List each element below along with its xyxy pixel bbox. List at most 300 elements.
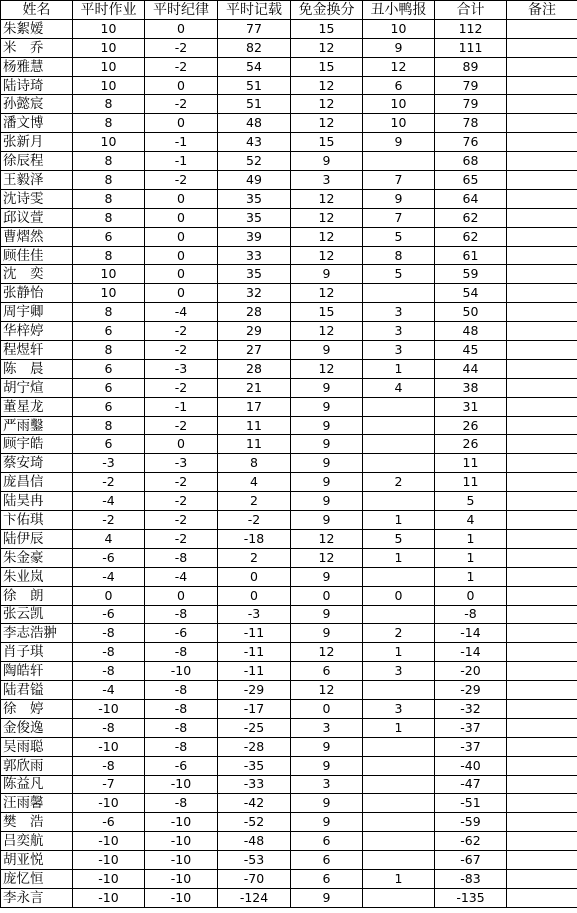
cell-duckling: 10	[363, 19, 435, 38]
cell-total: 44	[435, 359, 507, 378]
cell-total: -40	[435, 756, 507, 775]
cell-remarks	[507, 416, 577, 435]
cell-record: -42	[218, 794, 291, 813]
cell-homework: -6	[73, 548, 145, 567]
cell-discipline: -8	[145, 718, 218, 737]
cell-duckling: 5	[363, 529, 435, 548]
cell-duckling	[363, 888, 435, 907]
cell-record: 2	[218, 492, 291, 511]
table-row	[1, 756, 577, 775]
cell-exchange: 15	[291, 57, 363, 76]
cell-discipline: -8	[145, 681, 218, 700]
cell-total: 26	[435, 435, 507, 454]
table-row	[1, 95, 577, 114]
cell-name: 郭欣雨	[1, 756, 73, 775]
cell-discipline: -2	[145, 511, 218, 530]
cell-name: 陆诗琦	[1, 76, 73, 95]
table-row	[1, 171, 577, 190]
cell-exchange: 12	[291, 529, 363, 548]
cell-total: 62	[435, 208, 507, 227]
cell-record: -3	[218, 605, 291, 624]
cell-exchange: 9	[291, 435, 363, 454]
cell-duckling	[363, 605, 435, 624]
cell-discipline: 0	[145, 114, 218, 133]
cell-name: 朱业岚	[1, 567, 73, 586]
cell-record: -25	[218, 718, 291, 737]
cell-remarks	[507, 775, 577, 794]
cell-exchange: 3	[291, 171, 363, 190]
table-row	[1, 832, 577, 851]
cell-name: 胡宁煊	[1, 378, 73, 397]
cell-duckling: 1	[363, 869, 435, 888]
cell-exchange: 9	[291, 888, 363, 907]
cell-homework: -8	[73, 718, 145, 737]
cell-discipline: -3	[145, 359, 218, 378]
table-row	[1, 114, 577, 133]
cell-total: 65	[435, 171, 507, 190]
cell-homework: 6	[73, 397, 145, 416]
cell-duckling: 6	[363, 76, 435, 95]
cell-discipline: -2	[145, 171, 218, 190]
cell-homework: 10	[73, 38, 145, 57]
cell-total: 38	[435, 378, 507, 397]
cell-total: 1	[435, 529, 507, 548]
cell-record: 39	[218, 227, 291, 246]
cell-homework: 6	[73, 435, 145, 454]
cell-total: 89	[435, 57, 507, 76]
cell-duckling: 4	[363, 378, 435, 397]
cell-total: 112	[435, 19, 507, 38]
cell-record: -53	[218, 851, 291, 870]
cell-record: 29	[218, 322, 291, 341]
cell-homework: -8	[73, 643, 145, 662]
cell-remarks	[507, 511, 577, 530]
table-row	[1, 492, 577, 511]
table-row	[1, 341, 577, 360]
cell-record: -29	[218, 681, 291, 700]
cell-homework: 8	[73, 189, 145, 208]
cell-exchange: 9	[291, 756, 363, 775]
table-body	[1, 19, 577, 907]
cell-discipline: -10	[145, 813, 218, 832]
cell-homework: 8	[73, 303, 145, 322]
cell-duckling	[363, 397, 435, 416]
cell-exchange: 3	[291, 718, 363, 737]
cell-discipline: -10	[145, 851, 218, 870]
table-row	[1, 662, 577, 681]
cell-homework: -10	[73, 869, 145, 888]
cell-total: -51	[435, 794, 507, 813]
cell-homework: 10	[73, 133, 145, 152]
cell-total: 59	[435, 265, 507, 284]
cell-remarks	[507, 227, 577, 246]
table-row	[1, 208, 577, 227]
cell-total: 4	[435, 511, 507, 530]
cell-total: 5	[435, 492, 507, 511]
table-row	[1, 397, 577, 416]
cell-remarks	[507, 19, 577, 38]
cell-discipline: -8	[145, 643, 218, 662]
cell-homework: 8	[73, 95, 145, 114]
header-total: 合计	[435, 1, 507, 20]
cell-discipline: -3	[145, 454, 218, 473]
cell-exchange: 6	[291, 832, 363, 851]
cell-name: 吕奕航	[1, 832, 73, 851]
cell-remarks	[507, 114, 577, 133]
cell-duckling: 3	[363, 303, 435, 322]
cell-discipline: -8	[145, 794, 218, 813]
table-row	[1, 189, 577, 208]
cell-discipline: -1	[145, 133, 218, 152]
cell-remarks	[507, 359, 577, 378]
header-duckling: 丑小鸭报	[363, 1, 435, 20]
cell-name: 董星龙	[1, 397, 73, 416]
cell-homework: 6	[73, 227, 145, 246]
cell-discipline: -10	[145, 888, 218, 907]
cell-remarks	[507, 265, 577, 284]
cell-homework: 8	[73, 208, 145, 227]
cell-name: 周宇卿	[1, 303, 73, 322]
cell-remarks	[507, 529, 577, 548]
cell-record: -11	[218, 662, 291, 681]
cell-total: 45	[435, 341, 507, 360]
table-row	[1, 851, 577, 870]
cell-exchange: 12	[291, 189, 363, 208]
table-row	[1, 529, 577, 548]
cell-record: 54	[218, 57, 291, 76]
cell-homework: 8	[73, 341, 145, 360]
header-discipline: 平时纪律	[145, 1, 218, 20]
cell-discipline: -6	[145, 624, 218, 643]
cell-discipline: 0	[145, 208, 218, 227]
cell-homework: 4	[73, 529, 145, 548]
cell-homework: -4	[73, 567, 145, 586]
cell-exchange: 12	[291, 38, 363, 57]
cell-exchange: 3	[291, 775, 363, 794]
cell-discipline: -1	[145, 397, 218, 416]
cell-record: -28	[218, 737, 291, 756]
cell-name: 陆君镒	[1, 681, 73, 700]
cell-total: -37	[435, 718, 507, 737]
cell-duckling	[363, 454, 435, 473]
cell-duckling: 2	[363, 473, 435, 492]
cell-homework: 8	[73, 114, 145, 133]
cell-duckling	[363, 794, 435, 813]
cell-exchange: 9	[291, 794, 363, 813]
cell-discipline: -8	[145, 548, 218, 567]
cell-record: 21	[218, 378, 291, 397]
cell-name: 张云凯	[1, 605, 73, 624]
cell-name: 华梓婷	[1, 322, 73, 341]
cell-discipline: -8	[145, 605, 218, 624]
table-row	[1, 284, 577, 303]
cell-name: 庞昌信	[1, 473, 73, 492]
cell-duckling	[363, 567, 435, 586]
cell-total: 1	[435, 567, 507, 586]
cell-remarks	[507, 737, 577, 756]
cell-homework: -2	[73, 511, 145, 530]
cell-total: -62	[435, 832, 507, 851]
cell-duckling	[363, 416, 435, 435]
cell-name: 顾佳佳	[1, 246, 73, 265]
cell-discipline: -2	[145, 322, 218, 341]
table-row	[1, 416, 577, 435]
cell-discipline: 0	[145, 246, 218, 265]
cell-exchange: 15	[291, 19, 363, 38]
table-row	[1, 303, 577, 322]
cell-name: 朱絮嫒	[1, 19, 73, 38]
cell-discipline: -2	[145, 473, 218, 492]
cell-duckling: 9	[363, 189, 435, 208]
cell-exchange: 9	[291, 605, 363, 624]
cell-homework: -6	[73, 813, 145, 832]
cell-remarks	[507, 152, 577, 171]
cell-total: -14	[435, 643, 507, 662]
cell-remarks	[507, 888, 577, 907]
cell-homework: -10	[73, 888, 145, 907]
cell-exchange: 9	[291, 624, 363, 643]
cell-duckling	[363, 435, 435, 454]
cell-record: -124	[218, 888, 291, 907]
cell-record: 17	[218, 397, 291, 416]
header-record: 平时记载	[218, 1, 291, 20]
cell-remarks	[507, 95, 577, 114]
cell-duckling: 1	[363, 359, 435, 378]
cell-duckling: 12	[363, 57, 435, 76]
cell-exchange: 12	[291, 322, 363, 341]
cell-record: 0	[218, 586, 291, 605]
cell-name: 张静怡	[1, 284, 73, 303]
cell-discipline: 0	[145, 435, 218, 454]
cell-remarks	[507, 246, 577, 265]
table-row	[1, 813, 577, 832]
table-row	[1, 624, 577, 643]
cell-total: 50	[435, 303, 507, 322]
table-row	[1, 548, 577, 567]
cell-name: 陈 晨	[1, 359, 73, 378]
cell-total: 54	[435, 284, 507, 303]
cell-record: 82	[218, 38, 291, 57]
cell-duckling: 1	[363, 643, 435, 662]
cell-exchange: 12	[291, 681, 363, 700]
table-row	[1, 567, 577, 586]
table-row	[1, 227, 577, 246]
table-row	[1, 76, 577, 95]
cell-remarks	[507, 548, 577, 567]
cell-record: 51	[218, 76, 291, 95]
cell-remarks	[507, 303, 577, 322]
table-row	[1, 435, 577, 454]
cell-total: 0	[435, 586, 507, 605]
header-remarks: 备注	[507, 1, 577, 20]
cell-name: 樊 浩	[1, 813, 73, 832]
cell-record: 27	[218, 341, 291, 360]
cell-name: 曹熠然	[1, 227, 73, 246]
cell-duckling: 1	[363, 548, 435, 567]
cell-total: -59	[435, 813, 507, 832]
cell-homework: -10	[73, 699, 145, 718]
table-row	[1, 718, 577, 737]
cell-total: 78	[435, 114, 507, 133]
cell-record: 2	[218, 548, 291, 567]
cell-total: 62	[435, 227, 507, 246]
cell-name: 李永言	[1, 888, 73, 907]
cell-homework: 10	[73, 19, 145, 38]
cell-homework: 10	[73, 284, 145, 303]
cell-exchange: 9	[291, 416, 363, 435]
cell-remarks	[507, 586, 577, 605]
cell-discipline: -10	[145, 832, 218, 851]
table-row	[1, 586, 577, 605]
cell-name: 卞佑琪	[1, 511, 73, 530]
cell-duckling: 3	[363, 322, 435, 341]
cell-total: -29	[435, 681, 507, 700]
cell-remarks	[507, 851, 577, 870]
cell-total: 11	[435, 454, 507, 473]
cell-total: 68	[435, 152, 507, 171]
cell-name: 陆昊冉	[1, 492, 73, 511]
cell-discipline: 0	[145, 76, 218, 95]
cell-discipline: -4	[145, 567, 218, 586]
cell-duckling: 3	[363, 341, 435, 360]
cell-name: 程煜轩	[1, 341, 73, 360]
cell-exchange: 12	[291, 95, 363, 114]
cell-homework: -10	[73, 794, 145, 813]
cell-name: 徐 婷	[1, 699, 73, 718]
cell-total: 79	[435, 95, 507, 114]
cell-exchange: 9	[291, 378, 363, 397]
cell-remarks	[507, 643, 577, 662]
table-row	[1, 322, 577, 341]
cell-name: 王毅泽	[1, 171, 73, 190]
cell-exchange: 9	[291, 813, 363, 832]
table-row	[1, 869, 577, 888]
cell-record: -11	[218, 643, 291, 662]
cell-name: 陶皓轩	[1, 662, 73, 681]
cell-duckling: 7	[363, 208, 435, 227]
cell-total: -32	[435, 699, 507, 718]
cell-duckling: 10	[363, 114, 435, 133]
cell-exchange: 15	[291, 133, 363, 152]
cell-total: -20	[435, 662, 507, 681]
cell-homework: 6	[73, 378, 145, 397]
cell-total: -47	[435, 775, 507, 794]
table-row	[1, 133, 577, 152]
cell-remarks	[507, 473, 577, 492]
cell-record: 51	[218, 95, 291, 114]
table-row	[1, 378, 577, 397]
header-name: 姓名	[1, 1, 73, 20]
cell-homework: 6	[73, 322, 145, 341]
cell-discipline: -2	[145, 341, 218, 360]
cell-homework: -7	[73, 775, 145, 794]
cell-record: 48	[218, 114, 291, 133]
cell-remarks	[507, 699, 577, 718]
cell-record: 8	[218, 454, 291, 473]
cell-record: -11	[218, 624, 291, 643]
cell-duckling	[363, 851, 435, 870]
cell-record: -17	[218, 699, 291, 718]
cell-record: 33	[218, 246, 291, 265]
cell-total: 31	[435, 397, 507, 416]
cell-name: 沈诗雯	[1, 189, 73, 208]
cell-remarks	[507, 718, 577, 737]
cell-total: -37	[435, 737, 507, 756]
table-row	[1, 246, 577, 265]
cell-discipline: -10	[145, 775, 218, 794]
cell-record: 52	[218, 152, 291, 171]
cell-record: -18	[218, 529, 291, 548]
cell-name: 孙懿宸	[1, 95, 73, 114]
cell-remarks	[507, 869, 577, 888]
cell-discipline: 0	[145, 265, 218, 284]
cell-duckling: 2	[363, 624, 435, 643]
table-row	[1, 605, 577, 624]
cell-remarks	[507, 171, 577, 190]
cell-record: 35	[218, 265, 291, 284]
cell-duckling: 9	[363, 133, 435, 152]
table-row	[1, 152, 577, 171]
cell-total: -8	[435, 605, 507, 624]
table-row	[1, 643, 577, 662]
table-row	[1, 511, 577, 530]
table-row	[1, 699, 577, 718]
cell-exchange: 12	[291, 227, 363, 246]
cell-exchange: 12	[291, 76, 363, 95]
cell-name: 胡亚悦	[1, 851, 73, 870]
cell-homework: 8	[73, 171, 145, 190]
table-row	[1, 359, 577, 378]
cell-record: -48	[218, 832, 291, 851]
cell-name: 杨雅慧	[1, 57, 73, 76]
cell-name: 蔡安琦	[1, 454, 73, 473]
cell-total: 26	[435, 416, 507, 435]
cell-remarks	[507, 492, 577, 511]
cell-record: 77	[218, 19, 291, 38]
cell-duckling: 1	[363, 718, 435, 737]
cell-exchange: 12	[291, 246, 363, 265]
cell-remarks	[507, 378, 577, 397]
cell-remarks	[507, 794, 577, 813]
cell-homework: 6	[73, 359, 145, 378]
cell-exchange: 12	[291, 548, 363, 567]
cell-name: 邱议萱	[1, 208, 73, 227]
cell-remarks	[507, 397, 577, 416]
cell-record: 32	[218, 284, 291, 303]
cell-name: 潘文博	[1, 114, 73, 133]
cell-remarks	[507, 133, 577, 152]
cell-total: 11	[435, 473, 507, 492]
cell-discipline: -4	[145, 303, 218, 322]
cell-exchange: 9	[291, 397, 363, 416]
cell-duckling	[363, 775, 435, 794]
cell-discipline: 0	[145, 189, 218, 208]
cell-record: -35	[218, 756, 291, 775]
cell-exchange: 9	[291, 567, 363, 586]
cell-exchange: 6	[291, 662, 363, 681]
cell-duckling	[363, 681, 435, 700]
cell-total: -83	[435, 869, 507, 888]
cell-duckling	[363, 813, 435, 832]
header-homework: 平时作业	[73, 1, 145, 20]
cell-record: 35	[218, 189, 291, 208]
cell-homework: 8	[73, 246, 145, 265]
cell-exchange: 9	[291, 152, 363, 171]
table-row	[1, 473, 577, 492]
cell-remarks	[507, 454, 577, 473]
cell-name: 陈益凡	[1, 775, 73, 794]
cell-total: 79	[435, 76, 507, 95]
